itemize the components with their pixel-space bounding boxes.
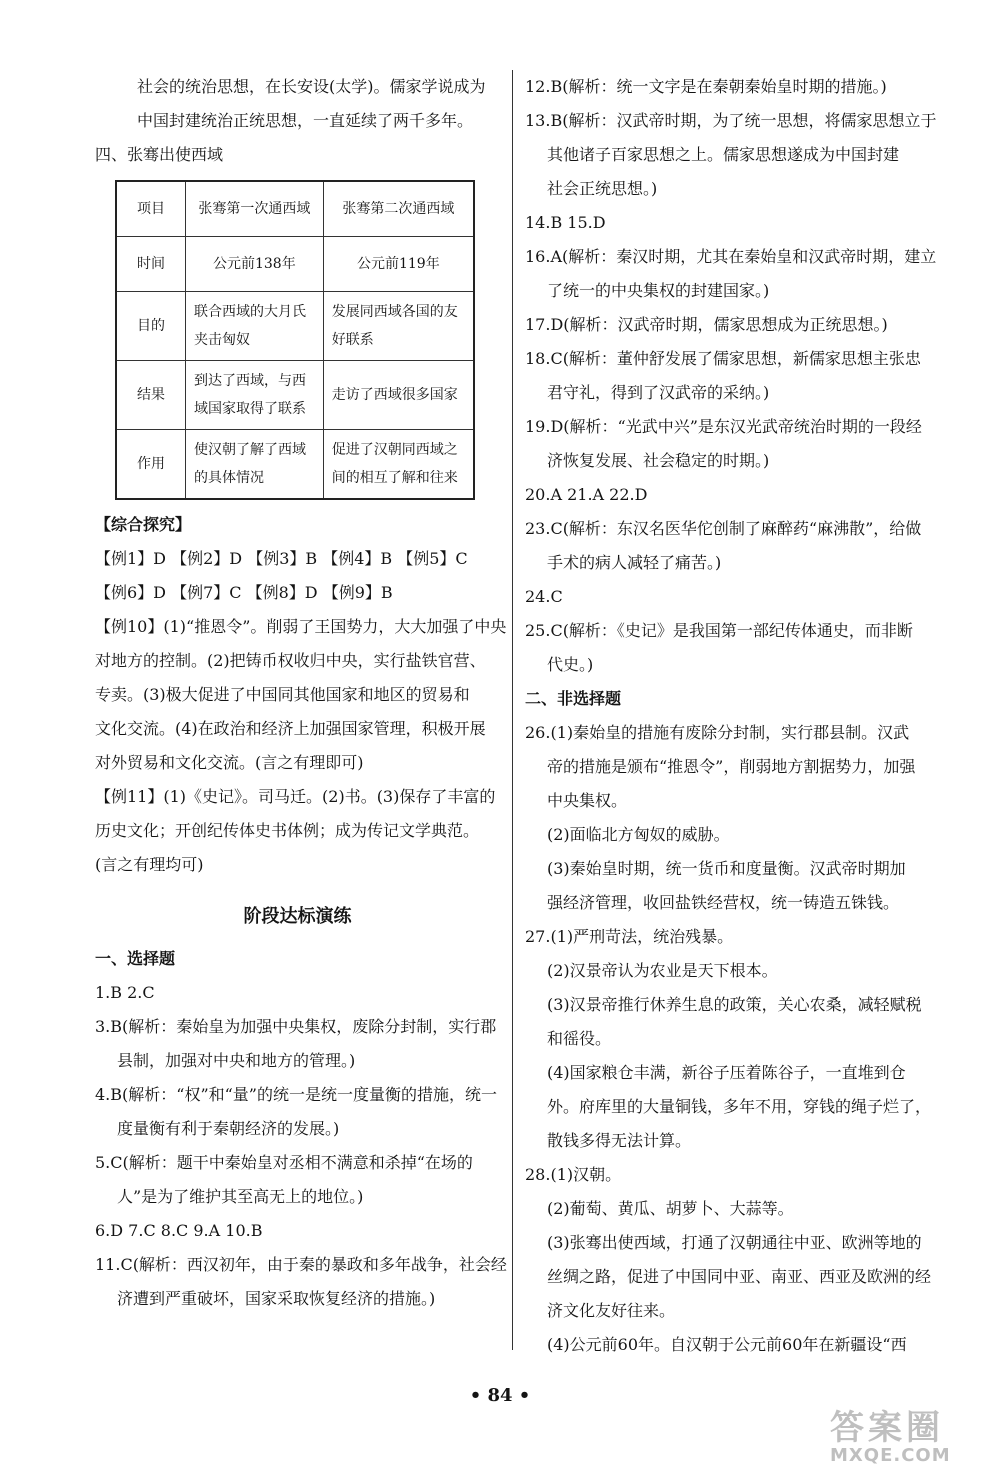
text-line: 19.D(解析：“光武中兴”是东汉光武帝统治时期的一段经 — [525, 417, 922, 436]
text-line: 帝的措施是颁布“推恩令”，削弱地方割据势力，加强 — [547, 757, 916, 776]
table-header-cell: 张骞第一次通西域 — [186, 181, 324, 237]
table-cell: 走访了西域很多国家 — [323, 361, 474, 430]
text-line: 济恢复发展、社会稳定的时期。) — [547, 451, 770, 470]
table-cell: 公元前138年 — [186, 237, 324, 292]
text-line: 代史。) — [547, 655, 594, 674]
answer-list — [95, 542, 507, 882]
text-line: 20.A 21.A 22.D — [525, 485, 648, 504]
text-line: 17.D(解析：汉武帝时期，儒家思想成为正统思想。) — [525, 315, 888, 334]
section-title: 【综合探究】 — [95, 515, 192, 534]
text-line: 【例1】D 【例2】D 【例3】B 【例4】B 【例5】C — [95, 549, 468, 568]
page-number: • 84 • — [469, 1385, 531, 1406]
text-line: 专卖。(3)极大促进了中国同其他国家和地区的贸易和 — [95, 685, 470, 704]
watermark-logo — [830, 1410, 980, 1470]
table-cell: 时间 — [116, 237, 186, 292]
text-line: 27.(1)严刑苛法，统治残暴。 — [525, 927, 734, 946]
text-line: (2)葡萄、黄瓜、胡萝卜、大蒜等。 — [547, 1199, 794, 1218]
text-line: 13.B(解析：汉武帝时期，为了统一思想，将儒家思想立于 — [525, 111, 937, 130]
text-line: 对外贸易和文化交流。(言之有理即可) — [95, 753, 364, 772]
text-line: 度量衡有利于秦朝经济的发展。) — [117, 1119, 340, 1138]
text-line: 县制，加强对中央和地方的管理。) — [117, 1051, 356, 1070]
text-line: 手术的病人减轻了痛苦。) — [547, 553, 722, 572]
table-cell: 发展同西域各国的友好联系 — [323, 292, 474, 361]
text-line: 14.B 15.D — [525, 213, 606, 232]
text-line: 社会的统治思想，在长安设(太学)。儒家学说成为 — [137, 77, 486, 96]
table-cell: 使汉朝了解了西域的具体情况 — [186, 430, 324, 500]
table-cell: 促进了汉朝同西域之间的相互了解和往来 — [323, 430, 474, 500]
section-title: 一、选择题 — [95, 949, 176, 968]
text-line: 25.C(解析：《史记》是我国第一部纪传体通史，而非断 — [525, 621, 913, 640]
left-column — [95, 70, 507, 1316]
text-line: 【例11】(1)《史记》。司马迁。(2)书。(3)保存了丰富的 — [95, 787, 496, 806]
text-line: 对地方的控制。(2)把铸币权收归中央，实行盐铁官营、 — [95, 651, 486, 670]
watermark-url: MXQE.COM — [830, 1445, 951, 1466]
answer-list — [95, 976, 507, 1316]
stage-title: 阶段达标演练 — [243, 906, 352, 927]
text-line: 二、非选择题 — [525, 689, 622, 708]
text-line: 16.A(解析：秦汉时期，尤其在秦始皇和汉武帝时期，建立 — [525, 247, 937, 266]
text-line: (2)汉景帝认为农业是天下根本。 — [547, 961, 778, 980]
table-row — [116, 292, 474, 361]
text-line: 24.C — [525, 587, 563, 606]
text-line: 社会正统思想。) — [547, 179, 658, 198]
table-header-cell: 张骞第二次通西域 — [323, 181, 474, 237]
table-header-row — [116, 181, 474, 237]
table-cell: 联合西域的大月氏夹击匈奴 — [186, 292, 324, 361]
text-line: 散钱多得无法计算。 — [547, 1131, 692, 1150]
text-line: 23.C(解析：东汉名医华佗创制了麻醉药“麻沸散”，给做 — [525, 519, 922, 538]
text-line: 强经济管理，收回盐铁经营权，统一铸造五铢钱。 — [547, 893, 900, 912]
zhang-qian-table — [115, 180, 475, 500]
column-divider — [512, 70, 513, 1350]
watermark-text: 答案圈 — [830, 1408, 944, 1448]
table-cell: 结果 — [116, 361, 186, 430]
text-line: 5.C(解析：题干中秦始皇对丞相不满意和杀掉“在场的 — [95, 1153, 473, 1172]
text-line: 26.(1)秦始皇的措施有废除分封制，实行郡县制。汉武 — [525, 723, 910, 742]
text-line: 君守礼，得到了汉武帝的采纳。) — [547, 383, 770, 402]
text-line: 人”是为了维护其至高无上的地位。) — [117, 1187, 364, 1206]
text-line: 丝绸之路，促进了中国同中亚、南亚、西亚及欧洲的经 — [547, 1267, 932, 1286]
text-line: 12.B(解析：统一文字是在秦朝秦始皇时期的措施。) — [525, 77, 887, 96]
text-line: 4.B(解析：“权”和“量”的统一是统一度量衡的措施，统一 — [95, 1085, 497, 1104]
text-line: 中央集权。 — [547, 791, 628, 810]
table-cell: 作用 — [116, 430, 186, 500]
table-cell: 目的 — [116, 292, 186, 361]
text-line: 外。府库里的大量铜钱，多年不用，穿钱的绳子烂了， — [547, 1097, 932, 1116]
text-line: 3.B(解析：秦始皇为加强中央集权，废除分封制，实行郡 — [95, 1017, 497, 1036]
text-line: (4)国家粮仓丰满，新谷子压着陈谷子，一直堆到仓 — [547, 1063, 906, 1082]
section-title: 四、张骞出使西域 — [95, 145, 224, 164]
text-line: 【例10】(1)“推恩令”。削弱了王国势力，大大加强了中央 — [95, 617, 507, 636]
text-line: 其他诸子百家思想之上。儒家思想遂成为中国封建 — [547, 145, 900, 164]
text-line: 【例6】D 【例7】C 【例8】D 【例9】B — [95, 583, 393, 602]
text-line: (言之有理均可) — [95, 855, 204, 874]
text-line: 文化交流。(4)在政治和经济上加强国家管理，积极开展 — [95, 719, 486, 738]
text-line: 6.D 7.C 8.C 9.A 10.B — [95, 1221, 263, 1240]
text-line: 1.B 2.C — [95, 983, 155, 1002]
text-line: 了统一的中央集权的封建国家。) — [547, 281, 770, 300]
table-row — [116, 237, 474, 292]
table-row — [116, 361, 474, 430]
table-header-cell: 项目 — [116, 181, 186, 237]
text-line: (2)面临北方匈奴的威胁。 — [547, 825, 730, 844]
text-line: 和徭役。 — [547, 1029, 612, 1048]
text-line: 18.C(解析：董仲舒发展了儒家思想，新儒家思想主张忠 — [525, 349, 921, 368]
text-line: (4)公元前60年。自汉朝于公元前60年在新疆设“西 — [547, 1335, 907, 1354]
text-line: (3)汉景帝推行休养生息的政策，关心农桑，减轻赋税 — [547, 995, 922, 1014]
table-row — [116, 430, 474, 500]
text-line: 济遭到严重破坏，国家采取恢复经济的措施。) — [117, 1289, 436, 1308]
table-cell: 公元前119年 — [323, 237, 474, 292]
text-line: (3)张骞出使西域，打通了汉朝通往中亚、欧洲等地的 — [547, 1233, 922, 1252]
text-line: 11.C(解析：西汉初年，由于秦的暴政和多年战争，社会经 — [95, 1255, 507, 1274]
text-line: 济文化友好往来。 — [547, 1301, 676, 1320]
text-line: 历史文化；开创纪传体史书体例；成为传记文学典范。 — [95, 821, 480, 840]
text-line: (3)秦始皇时期，统一货币和度量衡。汉武帝时期加 — [547, 859, 906, 878]
answer-list — [525, 70, 935, 1362]
text-line: 28.(1)汉朝。 — [525, 1165, 622, 1184]
text-line: 中国封建统治正统思想，一直延续了两千多年。 — [137, 111, 474, 130]
table-cell: 到达了西域，与西域国家取得了联系 — [186, 361, 324, 430]
right-column — [525, 70, 935, 1362]
